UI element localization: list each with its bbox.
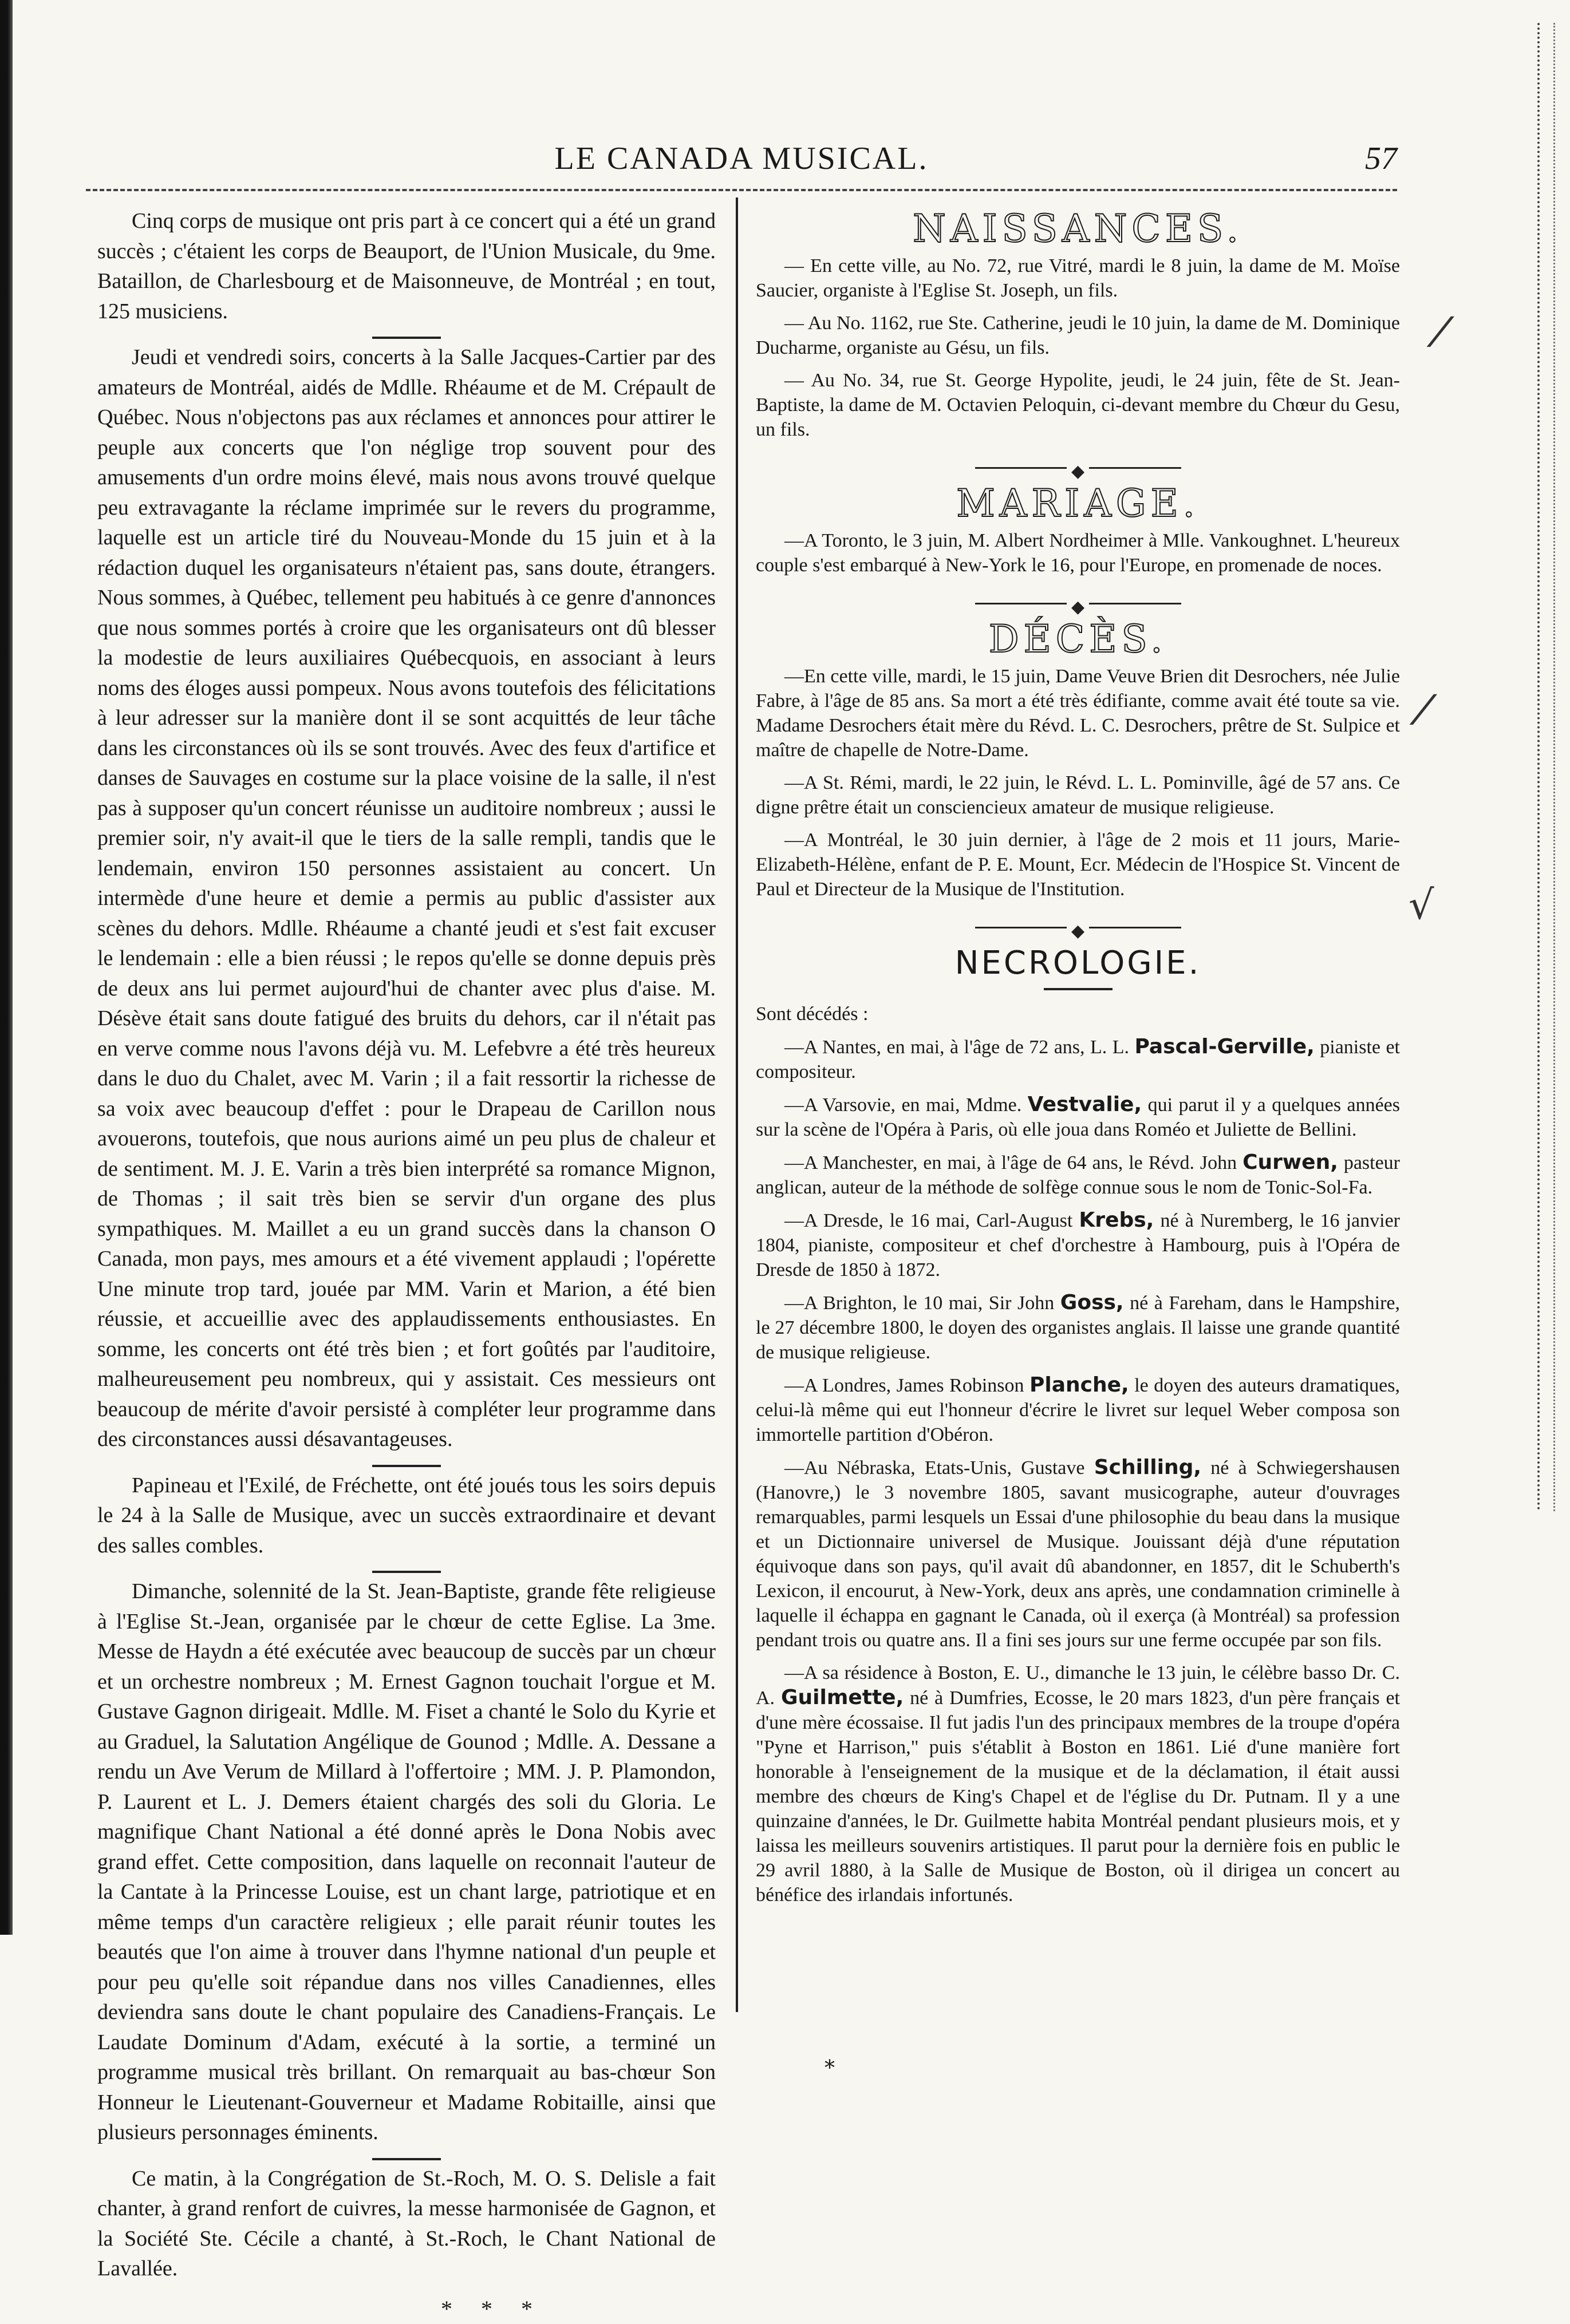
paragraph: Cinq corps de musique ont pris part à ce concert qui a été un grand succès ; c'étaient les corps de Beauport, de l'Union Musicale, du 9me. Bataillon, de Charlesbourg et de Maisonneuve, de Montréal ; en tout, 125 musiciens.	[97, 206, 716, 326]
page-header	[86, 140, 1397, 186]
notice: —A Toronto, le 3 juin, M. Albert Nordheimer à Mlle. Vankoughnet. L'heureux couple s'est embarqué à New-York le 16, pour l'Europe, en promenade de noces.	[756, 528, 1400, 578]
page-title: LE CANADA MUSICAL.	[86, 140, 1397, 177]
margin-check-mark: ⁄	[1420, 687, 1427, 734]
separator-rule	[372, 1465, 441, 1467]
section-title-necrologie: NECROLOGIE.	[756, 951, 1400, 975]
deceased-name: Schilling,	[1094, 1456, 1201, 1479]
obituary: —A Manchester, en mai, à l'âge de 64 ans, le Révd. John Curwen, pasteur anglican, auteur de la méthode de solfège connue sous le nom de Tonic-Sol-Fa.	[756, 1150, 1400, 1200]
notice: — En cette ville, au No. 72, rue Vitré, mardi le 8 juin, la dame de M. Moïse Saucier, organiste à l'Eglise St. Joseph, un fils.	[756, 254, 1400, 303]
notice: —A St. Rémi, mardi, le 22 juin, le Révd. L. L. Pominville, âgé de 57 ans. Ce digne prêtre était un consciencieux amateur de musique religieuse.	[756, 770, 1400, 820]
necrologie-intro: Sont décédés :	[756, 1002, 1400, 1026]
deceased-name: Goss,	[1060, 1291, 1124, 1314]
obituary: —A Nantes, en mai, à l'âge de 72 ans, L. L. Pascal-Gerville, pianiste et compositeur.	[756, 1034, 1400, 1084]
separator-rule	[372, 337, 441, 339]
section-stars: * * *	[97, 2294, 716, 2324]
separator-rule	[372, 1571, 441, 1573]
deceased-name: Curwen,	[1242, 1151, 1338, 1174]
margin-check-mark: ⁄	[1437, 309, 1444, 356]
ornament-divider: ◆	[756, 919, 1400, 936]
margin-check-mark: √	[1409, 882, 1434, 928]
section-title-deces: DÉCÈS.	[756, 627, 1400, 651]
notice: —A Montréal, le 30 juin dernier, à l'âge de 2 mois et 11 jours, Marie-Elizabeth-Hélène, enfant de P. E. Mount, Ecr. Médecin de l'Hospice St. Vincent de Paul et Directeur de la Musique de l'Institution.	[756, 828, 1400, 902]
left-column	[97, 206, 716, 2324]
deceased-name: Krebs,	[1079, 1208, 1154, 1232]
separator-rule	[1044, 988, 1113, 990]
paragraph: Dimanche, solennité de la St. Jean-Baptiste, grande fête religieuse à l'Eglise St.-Jean, organisée par le chœur de cette Eglise. La 3me. Messe de Haydn a été exécutée avec beaucoup de succès par un chœur et un orchestre nombreux ; M. Ernest Gagnon touchait l'orgue et M. Gustave Gagnon dirigeait. Mdlle. M. Fiset a chanté le Solo du Kyrie et au Graduel, la Salutation Angélique de Gounod ; Mdlle. A. Dessane a rendu un Ave Verum de Millard à l'offertoire ; MM. J. P. Plamondon, P. Laurent et L. J. Demers étaient chargés des soli du Gloria. Le magnifique Chant National a été donné après le Dona Nobis avec grand effet. Cette composition, dans laquelle on reconnait l'auteur de la Cantate à la Princesse Louise, est un chant large, patriotique et en même temps d'un caractère religieux ; elle parait réunir toutes les beautés que l'on aime à trouver dans l'hymne national d'un peuple et pour peu qu'elle soit répandue dans nos villes Canadiennes, elles deviendra sans doute le chant populaire des Canadiens-Français. Le Laudate Dominum d'Adam, exécuté à la sortie, a terminé un programme musical très brillant. On remarquait au bas-chœur Son Honneur le Lieutenant-Gouverneur et Madame Robitaille, ainsi que plusieurs personnages éminents.	[97, 1576, 716, 2148]
paragraph: Ce matin, à la Congrégation de St.-Roch, M. O. S. Delisle a fait chanter, à grand renfort de cuivres, la messe harmonisée de Gagnon, et la Société Ste. Cécile a chanté, à St.-Roch, le Chant National de Lavallée.	[97, 2164, 716, 2284]
paragraph: Papineau et l'Exilé, de Fréchette, ont été joués tous les soirs depuis le 24 à la Salle de Musique, avec un succès extraordinaire et devant des salles combles.	[97, 1471, 716, 1561]
section-title-mariage: MARIAGE.	[756, 491, 1400, 516]
printer-mark: ⁎	[825, 2049, 835, 2073]
deceased-name: Vestvalie,	[1028, 1093, 1142, 1116]
column-divider	[736, 197, 738, 2012]
scan-edge-right	[1537, 23, 1555, 1511]
paragraph: Jeudi et vendredi soirs, concerts à la Salle Jacques-Cartier par des amateurs de Montréal, aidés de Mdlle. Rhéaume et de M. Crépault de Québec. Nous n'objectons pas aux réclames et annonces pour attirer le peuple aux concerts que l'on néglige trop souvent pour des amusements d'un ordre moins élevé, mais nous avons trouvé quelque peu extravagante la réclame imprimée sur le revers du programme, laquelle est un article tiré du Nouveau-Monde du 15 juin et à la rédaction duquel les organisateurs n'étaient pas, sans doute, étrangers. Nous sommes, à Québec, tellement peu habitués à ce genre d'annonces que nous sommes portés à croire que les organisateurs ont dû blesser la modestie de leurs auxiliaires Québecquois, en associant à leurs noms des éloges aussi pompeux. Nous avons toutefois des félicitations à leur adresser sur la manière dont il se sont acquittés de leur tâche dans les circonstances où ils se sont trouvés. Avec des feux d'artifice et danses de Sauvages en costume sur la place voisine de la salle, il n'est pas à supposer qu'un concert réunisse un auditoire nombreux ; aussi le premier soir, n'y avait-il que le tiers de la salle rempli, tandis que le lendemain, environ 150 personnes assistaient au concert. Un intermède d'une heure et demie a permis au public d'assister aux scènes du dehors. Mdlle. Rhéaume a chanté jeudi et s'est fait excuser le lendemain : elle a bien réussi ; le repos qu'elle se donne depuis près de deux ans lui permet aujourd'hui de chanter avec plus d'aise. M. Désève était sans doute fatigué des bruits du dehors, car il n'était pas en verve comme nous l'avons déjà vu. M. Lefebvre a été très heureux dans le duo du Chalet, avec M. Varin ; il a fait ressortir la richesse de sa voix avec beaucoup d'effet : pour le Drapeau de Carillon nous avouerons, toutefois, que nous aurions aimé un peu plus de chaleur et de sentiment. M. J. E. Varin a très bien interprété sa romance Mignon, de Thomas ; il sait très bien se servir d'un organe des plus sympathiques. M. Maillet a eu un grand succès dans la chanson O Canada, mon pays, mes amours et a été vivement applaudi ; l'opérette Une minute trop tard, jouée par MM. Varin et Marion, a été bien réussie, et accueillie avec des applaudissements enthousiastes. En somme, les concerts ont été très bien ; et fort goûtés par l'auditoire, malheureusement peu nombreux, qui y assistait. Ces messieurs ont beaucoup de mérite d'avoir persisté à compléter leur programme dans des circonstances aussi désavantageuses.	[97, 342, 716, 1455]
ornament-divider: ◆	[756, 459, 1400, 476]
deceased-name: Pascal-Gerville,	[1134, 1035, 1314, 1058]
notice: — Au No. 34, rue St. George Hypolite, jeudi, le 24 juin, fête de St. Jean-Baptiste, la dame de M. Octavien Peloquin, ci-devant membre du Chœur du Gesu, un fils.	[756, 368, 1400, 442]
obituary: —Au Nébraska, Etats-Unis, Gustave Schilling, né à Schwiegershausen (Hanovre,) le 3 novembre 1805, savant musicographe, auteur d'ouvrages remarquables, parmi lesquels un Essai d'une philosophie du beau dans la musique et un Dictionnaire universel de Musique. Jouissant déjà d'une réputation équivoque dans son pays, qu'il avait dû abandonner, en 1857, dit le Schuberth's Lexicon, il encourut, à New-York, deux ans après, une condamnation criminelle à laquelle il échappa en gagnant le Canada, où il exerça (à Montréal) sa profession pendant trois ou quatre ans. Il a fini ses jours sur une ferme occupée par son fils.	[756, 1455, 1400, 1653]
deceased-name: Guilmette,	[781, 1686, 904, 1709]
obituary: —A Brighton, le 10 mai, Sir John Goss, né à Fareham, dans le Hampshire, le 27 décembre 1800, le doyen des organistes anglais. Il laisse une grande quantité de musique religieuse.	[756, 1290, 1400, 1365]
notice: —En cette ville, mardi, le 15 juin, Dame Veuve Brien dit Desrochers, née Julie Fabre, à l'âge de 85 ans. Sa mort a été très édifiante, comme avait été toute sa vie. Madame Desrochers était mère du Révd. L. C. Desrochers, prêtre de St. Sulpice et maître de chapelle de Notre-Dame.	[756, 664, 1400, 762]
section-title-naissances: NAISSANCES.	[756, 216, 1400, 241]
obituary: —A Londres, James Robinson Planche, le doyen des auteurs dramatiques, celui-là même qui eut l'honneur d'écrire le livret sur lequel Weber composa son immortelle partition d'Obéron.	[756, 1373, 1400, 1447]
right-column	[756, 206, 1400, 1915]
separator-rule	[372, 2158, 441, 2160]
ornament-divider: ◆	[756, 595, 1400, 612]
page-number: 57	[1365, 140, 1397, 177]
obituary: —A sa résidence à Boston, E. U., dimanche le 13 juin, le célèbre basso Dr. C. A. Guilmette, né à Dumfries, Ecosse, le 20 mars 1823, d'un père français et d'une mère écossaise. Il fut jadis l'un des principaux membres de la troupe d'opéra "Pyne et Harrison," puis s'établit à Boston en 1861. Lié d'une manière fort honorable à l'enseignement de la musique et de la déclamation, il était aussi membre des chœurs de King's Chapel et de l'église du Dr. Putnam. Il y a une quinzaine d'années, le Dr. Guilmette habita Montréal pendant plusieurs mois, et y laissa les meilleurs souvenirs artistiques. Il parut pour la dernière fois en public le 29 avril 1880, à la Salle de Musique de Boston, où il dirigea un concert au bénéfice des irlandais infortunés.	[756, 1661, 1400, 1907]
header-rule	[86, 189, 1397, 191]
obituary: —A Dresde, le 16 mai, Carl-August Krebs, né à Nuremberg, le 16 janvier 1804, pianiste, compositeur et chef d'orchestre à Hambourg, puis à l'Opéra de Dresde de 1850 à 1872.	[756, 1208, 1400, 1282]
scan-edge-left	[0, 0, 13, 1935]
notice: — Au No. 1162, rue Ste. Catherine, jeudi le 10 juin, la dame de M. Dominique Ducharme, organiste au Gésu, un fils.	[756, 311, 1400, 360]
deceased-name: Planche,	[1029, 1373, 1129, 1397]
obituary: —A Varsovie, en mai, Mdme. Vestvalie, qui parut il y a quelques années sur la scène de l'Opéra à Paris, où elle joua dans Roméo et Juliette de Bellini.	[756, 1092, 1400, 1142]
